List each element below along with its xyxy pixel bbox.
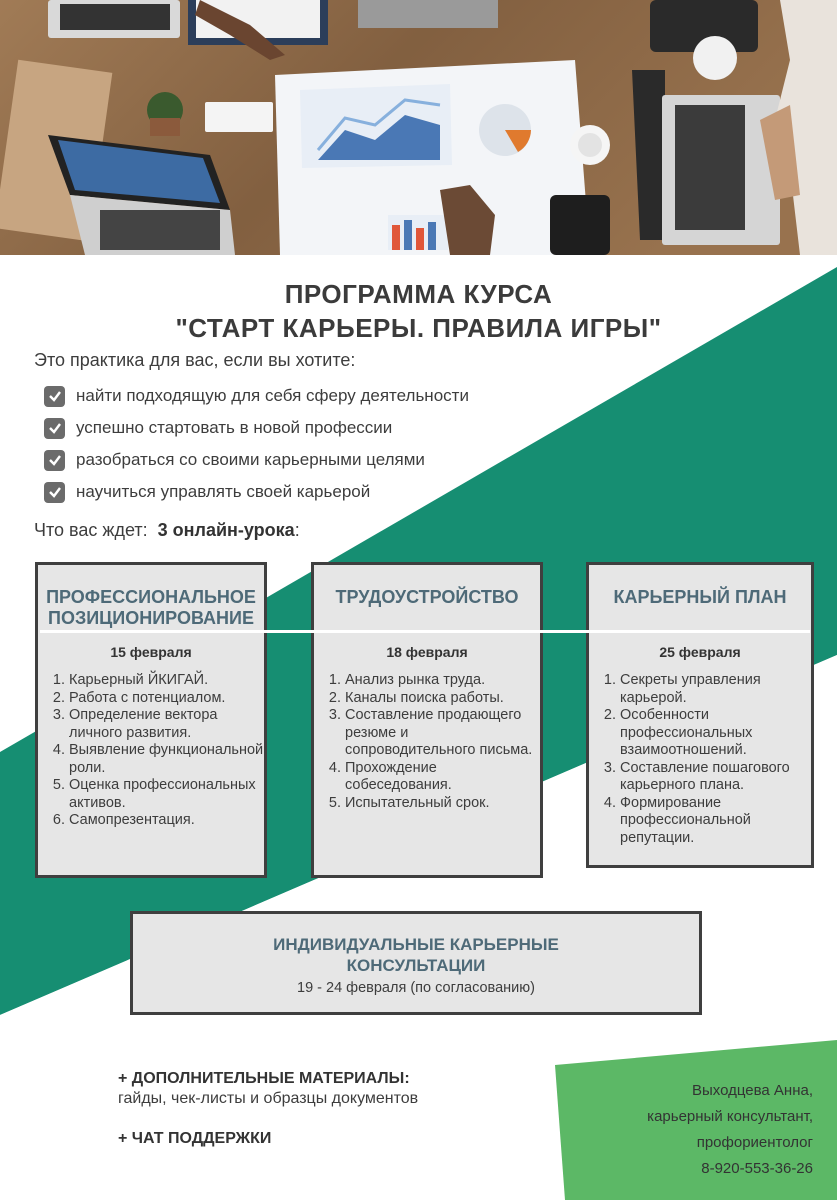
contact-role: профориентолог <box>696 1134 813 1151</box>
extra-materials-text: гайды, чек-листы и образцы документов <box>118 1090 419 1107</box>
list-item: 2. Работа с потенциалом. <box>69 690 264 708</box>
list-item <box>44 380 469 412</box>
contact-role: карьерный консультант, <box>647 1108 813 1125</box>
consultation-title-line: ИНДИВИДУАЛЬНЫЕ КАРЬЕРНЫЕ <box>273 935 559 954</box>
list-item: 2. Каналы поиска работы. <box>345 690 540 708</box>
lessons-intro <box>34 520 300 541</box>
page-title-line1: ПРОГРАММА КУРСА <box>284 279 553 309</box>
extra-materials-heading: + ДОПОЛНИТЕЛЬНЫЕ МАТЕРИАЛЫ: <box>118 1070 410 1087</box>
checkbox-icon <box>44 450 65 471</box>
lesson-title: КАРЬЕРНЫЙ ПЛАН <box>613 587 787 607</box>
page-title-line2: "СТАРТ КАРЬЕРЫ. ПРАВИЛА ИГРЫ" <box>175 313 662 343</box>
list-item: 4. Прохождение собеседования. <box>345 760 540 795</box>
list-item <box>44 412 469 444</box>
list-item: 3. Определение вектора личного развития. <box>69 707 264 742</box>
list-item: 3. Составление продающего резюме и сопроводительного письма. <box>345 707 540 760</box>
lesson-title <box>38 587 264 629</box>
lesson-date: 15 февраля <box>110 644 192 660</box>
list-item: 5. Оценка профессиональных активов. <box>69 777 264 812</box>
lesson-date: 25 февраля <box>659 644 741 660</box>
consultation-title-line: КОНСУЛЬТАЦИИ <box>346 956 486 975</box>
lesson-card-career-plan <box>586 562 814 868</box>
list-item <box>44 476 469 508</box>
list-item: 1. Анализ рынка труда. <box>345 672 540 690</box>
checkbox-icon <box>44 386 65 407</box>
extra-materials <box>118 1070 418 1108</box>
support-chat: + ЧАТ ПОДДЕРЖКИ <box>118 1130 272 1147</box>
consultation-dates: 19 - 24 февраля (по согласованию) <box>297 980 535 996</box>
lesson-topics <box>589 672 811 847</box>
checklist-item-text: разобраться со своими карьерными целями <box>76 450 425 469</box>
list-item: 1. Карьерный ЙКИГАЙ. <box>69 672 264 690</box>
checklist-item-text: успешно стартовать в новой профессии <box>76 418 393 437</box>
checkbox-icon <box>44 418 65 439</box>
intro-text: Это практика для вас, если вы хотите: <box>34 350 356 370</box>
lesson-title: ТРУДОУСТРОЙСТВО <box>335 587 519 607</box>
consultation-title <box>133 934 699 976</box>
list-item: 1. Секреты управления карьерой. <box>620 672 811 707</box>
contact-phone: 8-920-553-36-26 <box>701 1160 813 1177</box>
checklist-item-text: найти подходящую для себя сферу деятельности <box>76 386 469 405</box>
lesson-title-line: ПРОФЕССИОНАЛЬНОЕ <box>46 587 256 607</box>
list-item: 6. Самопрезентация. <box>69 812 264 830</box>
contact-info <box>647 1078 813 1182</box>
checkbox-icon <box>44 482 65 503</box>
list-item: 5. Испытательный срок. <box>345 795 540 813</box>
lessons-intro-suffix: : <box>294 520 300 540</box>
lesson-date: 18 февраля <box>386 644 468 660</box>
checklist-item-text: научиться управлять своей карьерой <box>76 482 371 501</box>
consultation-card <box>130 911 702 1015</box>
list-item: 4. Формирование профессиональной репутации. <box>620 795 811 848</box>
lesson-card-employment <box>311 562 543 878</box>
list-item: 2. Особенности профессиональных взаимоотношений. <box>620 707 811 760</box>
lessons-intro-prefix: Что вас ждет: <box>34 520 148 540</box>
lessons-count: 3 онлайн-урока <box>157 520 295 540</box>
lesson-title-line: ПОЗИЦИОНИРОВАНИЕ <box>48 608 254 628</box>
list-item: 4. Выявление функциональной роли. <box>69 742 264 777</box>
lesson-topics <box>38 672 264 830</box>
list-item: 3. Составление пошагового карьерного плана. <box>620 760 811 795</box>
divider <box>40 630 810 633</box>
header-photo <box>0 0 837 255</box>
lesson-topics <box>314 672 540 812</box>
checklist <box>44 380 469 508</box>
contact-name: Выходцева Анна, <box>691 1082 813 1099</box>
list-item <box>44 444 469 476</box>
lesson-card-positioning <box>35 562 267 878</box>
